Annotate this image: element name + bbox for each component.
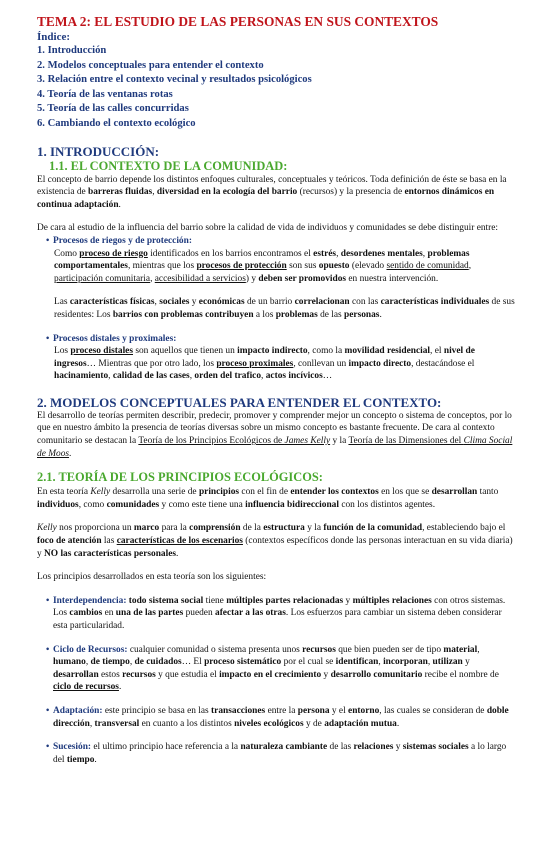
text-run: de tiempo <box>90 657 130 668</box>
text-run: , <box>150 273 155 284</box>
text-run: impacto indirecto <box>237 346 308 357</box>
text-run: influencia bidireccional <box>245 499 339 510</box>
text-run: cambios <box>69 608 103 619</box>
text-run: afectar a las otras <box>215 608 286 619</box>
text-run: personas <box>344 309 380 320</box>
list-item <box>46 741 515 766</box>
table-of-contents <box>37 44 515 132</box>
text-run: y de <box>303 718 325 729</box>
bullet-icon: • <box>46 333 50 344</box>
text-run: , conllevan un <box>293 358 349 369</box>
text-run: estos <box>98 669 123 680</box>
text-run: (contextos específicos donde las personas interactuan en su vida diaria) y <box>37 536 513 559</box>
text-run: y la <box>304 523 324 534</box>
text-run: Sucesión: <box>53 742 92 753</box>
text-run: en <box>102 608 116 619</box>
text-run: sociales <box>159 297 190 308</box>
text-run: deben ser promovidos <box>258 273 347 284</box>
text-run: adaptación mutua <box>324 718 397 729</box>
text-run: las <box>101 536 117 547</box>
subsection-heading-principios: 2.1. TEORÍA DE LOS PRINCIPIOS ECOLÓGICOS: <box>37 470 323 485</box>
text-run: barrios con problemas contribuyen <box>112 309 254 320</box>
text-run: . <box>379 309 382 320</box>
text-run: , <box>427 657 433 668</box>
text-run: problemas <box>275 309 318 320</box>
text-run: con las <box>349 297 381 308</box>
text-run: identificados en los barrios encontramos el <box>147 248 314 259</box>
text-run: , <box>189 371 195 382</box>
text-run: de cuidados <box>134 657 182 668</box>
text-run: Kelly <box>90 487 111 498</box>
text-run: de la <box>240 523 264 534</box>
text-run: con el fin de <box>239 487 291 498</box>
text-run: individuos <box>37 499 79 510</box>
paragraph <box>37 174 515 212</box>
text-run: y <box>189 297 199 308</box>
text-run: . <box>69 448 72 459</box>
text-run: y <box>321 669 331 680</box>
text-run: correlacionan <box>294 297 350 308</box>
text-run: James Kelly <box>284 436 331 447</box>
text-run: hacinamiento <box>54 371 109 382</box>
text-run: El concepto de barrio depende los distintos enfoques culturales, conceptuales y teóricos. Toda definición de éste se basa en la existencia de <box>37 174 507 198</box>
text-run: , mientras que los <box>127 261 197 272</box>
text-run: . <box>176 548 179 559</box>
text-run: con los distintos agentes. <box>338 499 436 510</box>
text-run: De cara al estudio de la influencia del barrio sobre la calidad de vida de individuos y comunidades se debe distinguir entre: <box>37 223 499 234</box>
text-run: , <box>336 248 341 259</box>
text-run: comprensión <box>189 523 241 534</box>
text-run: diversidad en la ecología del barrio <box>156 187 298 198</box>
text-run: proceso distales <box>70 346 133 357</box>
text-run: relaciones <box>353 742 394 753</box>
text-run: todo sistema social <box>128 595 204 606</box>
text-run: ) y <box>245 273 259 284</box>
text-run: desarrolla una serie de <box>110 487 199 498</box>
paragraph <box>54 248 515 286</box>
paragraph <box>37 571 515 584</box>
text-run: actos incívicos <box>265 371 323 382</box>
text-run: , destacándose el <box>411 358 475 369</box>
list-item <box>46 644 515 694</box>
text-run: orden del trafico <box>194 371 262 382</box>
toc-item: 6. Cambiando el contexto ecológico <box>37 117 196 129</box>
text-run: Teoría de las Dimensiones del <box>348 436 464 447</box>
text-run: de las <box>327 742 354 753</box>
text-run: , <box>108 371 113 382</box>
bullet-text <box>53 595 515 633</box>
text-run: , <box>261 371 266 382</box>
text-run: este principio se basa en las <box>102 705 212 716</box>
text-run: Clima Social de Moos <box>37 436 513 459</box>
text-run: , <box>89 718 95 729</box>
paragraph <box>37 222 515 235</box>
text-run: entre la <box>265 705 298 716</box>
text-run: a lo largo del <box>53 742 507 765</box>
text-run: identifican <box>335 657 379 668</box>
text-run: transacciones <box>211 705 266 716</box>
text-run: tiempo <box>66 754 95 765</box>
bullet-icon: • <box>46 235 50 246</box>
text-run: principios <box>198 487 240 498</box>
text-run: entorno <box>348 705 380 716</box>
toc-item: 1. Introducción <box>37 45 107 56</box>
text-run: recibe el nombre de <box>422 669 499 680</box>
text-run: función de la comunidad <box>323 523 423 534</box>
text-run: estructura <box>263 523 305 534</box>
text-run: persona <box>297 705 330 716</box>
text-run: Adaptación: <box>53 705 103 716</box>
paragraph <box>54 345 515 383</box>
bullet-icon: • <box>46 742 50 753</box>
text-run: . <box>94 754 97 765</box>
text-run: son sus <box>286 261 319 272</box>
text-run: nivel de ingresos <box>54 346 475 369</box>
text-run: en nuestra intervención. <box>346 273 439 284</box>
paragraph <box>37 410 515 460</box>
text-run: , estableciendo bajo el <box>422 523 506 534</box>
text-run: características de los escenarios <box>116 536 243 547</box>
text-run: calidad de las cases <box>112 371 190 382</box>
text-run: sistemas sociales <box>402 742 469 753</box>
text-run: foco de atención <box>37 536 102 547</box>
text-run: barreras fluidas <box>88 187 153 198</box>
text-run: humano <box>53 657 86 668</box>
text-run: entender los contextos <box>290 487 379 498</box>
text-run: recursos <box>122 669 156 680</box>
text-run: , el <box>430 346 444 357</box>
text-run: y que estudia el <box>155 669 220 680</box>
text-run: múltiples partes relacionadas <box>226 595 344 606</box>
text-run: incorporan <box>383 657 428 668</box>
text-run: . Los esfuerzos para cambiar un sistema deben considerar esta particularidad. <box>53 608 502 631</box>
text-run: comunidades <box>106 499 160 510</box>
text-run: accesibilidad a servicios <box>154 273 246 284</box>
text-run: … El <box>181 657 205 668</box>
list-item <box>46 705 515 730</box>
text-run: proceso de riesgo <box>79 248 148 259</box>
text-run: , <box>477 644 480 655</box>
text-run: sentido de comunidad <box>386 261 469 272</box>
bullet-text <box>53 644 515 694</box>
text-run: recursos <box>302 644 336 655</box>
text-run: Los <box>54 346 71 357</box>
bullet-text <box>53 741 515 766</box>
subsection-heading-contexto: 1.1. EL CONTEXTO DE LA COMUNIDAD: <box>49 158 288 173</box>
text-run: , como la <box>307 346 345 357</box>
bullet-heading: Procesos distales y proximales: <box>53 333 177 344</box>
bullet-text <box>53 705 515 730</box>
text-run: para la <box>159 523 190 534</box>
text-run: transversal <box>94 718 140 729</box>
text-run: , <box>422 248 428 259</box>
text-run: en los que se <box>378 487 432 498</box>
text-run: múltiples relaciones <box>352 595 432 606</box>
text-run: estrés <box>313 248 337 259</box>
text-run: a los <box>253 309 276 320</box>
text-run: proceso proximales <box>216 358 294 369</box>
text-run: de un barrio <box>244 297 295 308</box>
text-run: procesos de protección <box>196 261 287 272</box>
text-run: , <box>152 187 157 198</box>
text-run: marco <box>133 523 160 534</box>
section-heading-modelos: 2. MODELOS CONCEPTUALES PARA ENTENDER EL CONTEXTO: <box>37 394 442 410</box>
text-run: … <box>322 371 333 382</box>
text-run: Los principios desarrollados en esta teoría son los siguientes: <box>37 572 267 583</box>
paragraph <box>37 486 515 511</box>
text-run: proceso sistemático <box>204 657 282 668</box>
text-run: , <box>154 297 160 308</box>
text-run: en cuanto a los distintos <box>139 718 235 729</box>
toc-item: 3. Relación entre el contexto vecinal y resultados psicológicos <box>37 74 312 86</box>
text-run: y como este tiene una <box>159 499 246 510</box>
text-run: , las cuales se consideran de <box>379 705 487 716</box>
text-run: Ciclo de Recursos: <box>53 644 128 655</box>
bullet-icon: • <box>46 644 50 655</box>
text-run: características individuales <box>380 297 490 308</box>
text-run: Las <box>54 297 70 308</box>
document-title: TEMA 2: EL ESTUDIO DE LAS PERSONAS EN SUS CONTEXTOS <box>37 14 439 29</box>
text-run: de las <box>317 309 345 320</box>
section-heading-introduccion: 1. INTRODUCCIÓN: <box>37 143 160 159</box>
list-item <box>46 235 515 248</box>
text-run: . <box>396 718 400 729</box>
text-run: desarrollan <box>53 669 99 680</box>
text-run: pueden <box>183 608 215 619</box>
text-run: … Mientras que por otro lado, los <box>86 358 217 369</box>
text-run: con otros sistemas. Los <box>53 595 506 619</box>
toc-item: 5. Teoría de las calles concurridas <box>37 103 189 115</box>
bullet-icon: • <box>46 595 50 606</box>
text-run: , <box>468 261 472 272</box>
text-run: y el <box>329 705 349 716</box>
text-run: por el cual se <box>281 657 336 668</box>
paragraph <box>37 522 515 560</box>
text-run: impacto directo <box>348 358 412 369</box>
text-run: . <box>118 682 122 693</box>
text-run: económicas <box>198 297 245 308</box>
text-run: desarrollan <box>431 487 478 498</box>
text-run: cualquier comunidad o sistema presenta unos <box>127 644 303 655</box>
text-run: , como <box>78 499 107 510</box>
text-run: doble dirección <box>53 705 509 729</box>
toc-item: 4. Teoría de las ventanas rotas <box>37 88 173 100</box>
text-run: el ultimo principio hace referencia a la <box>91 742 241 753</box>
text-run: , <box>378 657 384 668</box>
text-run: niveles ecológicos <box>234 718 304 729</box>
text-run: y <box>462 657 470 668</box>
text-run: opuesto <box>318 261 350 272</box>
toc-item: 2. Modelos conceptuales para entender el contexto <box>37 59 264 71</box>
text-run: (elevado <box>349 261 387 272</box>
text-run: nos proporciona un <box>56 523 134 534</box>
text-run: (recursos) y la presencia de <box>297 187 405 198</box>
list-item <box>46 595 515 633</box>
text-run: ciclo de recursos <box>53 682 119 693</box>
text-run: tiene <box>203 595 227 606</box>
text-run: impacto en el crecimiento <box>219 669 322 680</box>
text-run: desordenes mentales <box>340 248 423 259</box>
text-run: de sus residentes: Los <box>54 297 515 320</box>
text-run: entornos dinámicos en continua adaptación <box>37 187 495 210</box>
text-run: naturaleza cambiante <box>240 742 328 753</box>
text-run: y <box>393 742 403 753</box>
text-run: El desarrollo de teorías permiten describir, predecir, promover y comprender mejor un concepto o sistema de conceptos, por lo que en nuestro ámbito la presencia de teorías diversas sobre un mismo concepto es bastante frecuente. De cara al contexto comunitario se destacan la <box>37 410 512 447</box>
text-run: son aquellos que tienen un <box>133 346 238 357</box>
text-run: material <box>443 644 478 655</box>
index-label: Índice: <box>37 31 70 43</box>
text-run: Teoría de los Principios Ecológicos de <box>138 436 285 447</box>
text-run: NO las características personales <box>44 548 177 559</box>
text-run: y <box>343 595 353 606</box>
text-run: , <box>129 657 135 668</box>
text-run: problemas comportamentales <box>54 248 470 272</box>
text-run: desarrollo comunitario <box>330 669 423 680</box>
text-run: utilizan <box>432 657 463 668</box>
text-run: y la <box>330 436 349 447</box>
text-run: características físicas <box>69 297 155 308</box>
text-run: Interdependencia: <box>53 595 127 606</box>
bullet-heading: Procesos de riegos y de protección: <box>53 235 192 246</box>
text-run: En esta teoría <box>37 487 91 498</box>
text-run: tanto <box>477 487 499 498</box>
paragraph <box>54 296 515 321</box>
text-run: Como <box>54 248 80 259</box>
text-run: una de las partes <box>115 608 184 619</box>
list-item <box>46 333 515 346</box>
text-run: , <box>85 657 91 668</box>
document-page <box>37 14 515 766</box>
text-run: participación comunitaria <box>54 273 151 284</box>
text-run: movilidad residencial <box>344 346 431 357</box>
text-run: que bien pueden ser de tipo <box>335 644 444 655</box>
text-run: Kelly <box>37 523 57 534</box>
text-run: . <box>118 199 121 210</box>
bullet-icon: • <box>46 705 50 716</box>
